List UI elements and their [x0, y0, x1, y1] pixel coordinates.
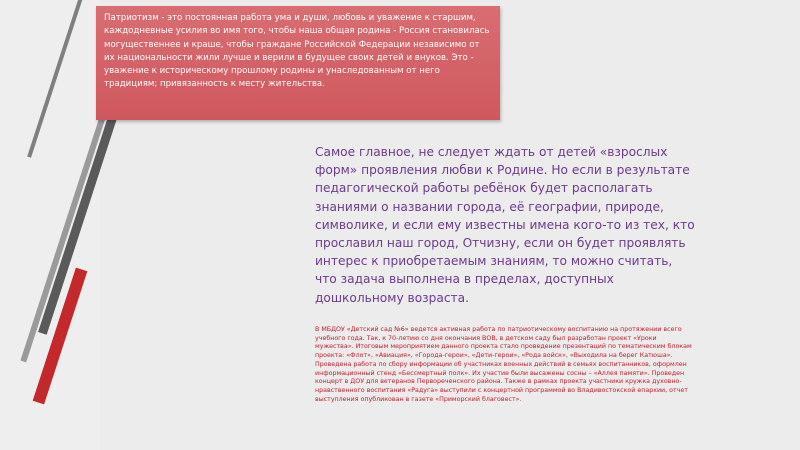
decor-stripe-light [27, 0, 93, 158]
left-decoration [0, 0, 100, 450]
quote-box [96, 6, 500, 120]
decor-stripe-dark [38, 94, 124, 335]
quote-text: Патриотизм - это постоянная работа ума и души, любовь и уважение к старшим, каждодневные усилия во имя того, чтобы наша общая родина - Россия становилась могущественнее и краше, чтобы граждане Российской Федерации независимо от их национальности жили лучше и верили в будущее своих детей и внуков. Это - уважение к историческому прошлому родины и унаследованным от него традициям; привязанность к месту жительства. [104, 13, 490, 90]
detail-paragraph: В МБДОУ «Детский сад №6» ведется активная работа по патриотическому воспитанию на протяжении всего учебного года. Так, к 70-летию со дня окончания ВОВ, в детском саду был разработан проект «Уроки мужества». Итоговым мероприятием данного проекта стало проведение презентаций по тематическим блокам проекта: «Флот», «Авиация», «Города-герои», «Дети-герои», «Рода войск», «Выходила на берег Катюша». Проведена работа по сбору информации об участниках военных действий в семьях воспитанников, оформлен информационный стенд «Бессмертный полк». Их участие были высажены сосны – «Аллея памяти». Проведен концерт в ДОУ для ветеранов Первореченского района. Также в рамках проекта участники кружка духовно-нравственного воспитания «Радуга» выступили с концертной программой во Владивостокской епархии, отчет выступления опубликован в газете «Приморский благовест». [315, 326, 692, 403]
main-paragraph: Самое главное, не следует ждать от детей «взрослых форм» проявления любви к Родине. Но если в результате педагогической работы ребёнок будет располагать знаниями о названии города, её географии, природе, символике, и если ему известны имена кого-то из тех, кто прославил наш город, Отчизну, если он будет проявлять интерес к приобретаемым знаниям, то можно считать, что задача выполнена в пределах, доступных дошкольному возраста. [315, 145, 695, 305]
